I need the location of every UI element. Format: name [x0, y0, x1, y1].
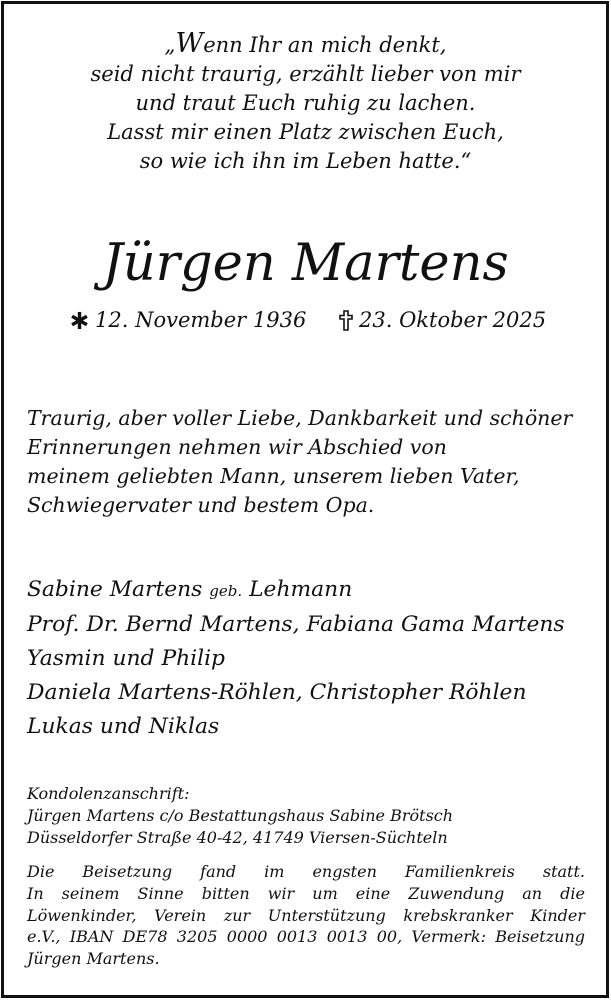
- mourning-line: Erinnerungen nehmen wir Abschied von: [27, 435, 447, 459]
- family-line: Yasmin und Philip: [27, 646, 226, 671]
- memorial-quote: [0, 28, 611, 176]
- widow-name: Sabine Martens: [27, 577, 203, 602]
- quote-line: seid nicht traurig, erzählt lieber von mir: [90, 62, 521, 86]
- burial-notice-line: Die Beisetzung fand im engsten Familienkreis statt.: [27, 862, 585, 881]
- mourning-line: meinem geliebten Mann, unserem lieben Vater,: [27, 464, 520, 488]
- condolence-address-line: Jürgen Martens c/o Bestattungshaus Sabine Brötsch: [27, 806, 454, 825]
- quote-initial-letter: W: [175, 28, 204, 59]
- burial-notice-line: Löwenkinder, Verein zur Unterstützung krebskranker Kinder: [27, 905, 585, 925]
- mourning-line: Schwiegervater und bestem Opa.: [27, 493, 375, 517]
- death-date-group: [339, 306, 546, 334]
- family-line: Lukas und Niklas: [27, 714, 220, 739]
- burial-notice-line: e.V., IBAN DE78 3205 0000 0013 0013 00, Vermerk: Beisetzung: [27, 927, 585, 947]
- family-signatures: [27, 573, 565, 744]
- birth-date: 12. November 1936: [95, 308, 307, 332]
- mourning-text: [27, 404, 572, 520]
- condolence-label: Kondolenzanschrift:: [27, 784, 190, 803]
- birth-date-group: [70, 306, 306, 334]
- family-line: Daniela Martens-Röhlen, Christopher Röhlen: [27, 680, 527, 705]
- maiden-name-note: geb.: [209, 582, 243, 600]
- quote-line: so wie ich ihn im Leben hatte.“: [139, 149, 472, 173]
- quote-line: Lasst mir einen Platz zwischen Euch,: [107, 120, 504, 144]
- quote-open-mark: „: [164, 33, 176, 57]
- quote-line: und traut Euch ruhig zu lachen.: [135, 91, 476, 115]
- burial-notice: [27, 861, 585, 970]
- maiden-name: Lehmann: [249, 577, 353, 602]
- condolence-address: [27, 783, 453, 849]
- family-line: Prof. Dr. Bernd Martens, Fabiana Gama Martens: [27, 612, 565, 637]
- quote-line-text: enn Ihr an mich denkt,: [203, 33, 447, 57]
- death-date: 23. Oktober 2025: [359, 308, 547, 332]
- burial-notice-line: In seinem Sinne bitten wir um eine Zuwendung an die: [27, 883, 585, 903]
- deceased-name: Jürgen Martens: [102, 234, 509, 293]
- death-cross-icon: [339, 310, 353, 331]
- mourning-line: Traurig, aber voller Liebe, Dankbarkeit und schöner: [27, 406, 573, 430]
- birth-star-icon: [70, 311, 89, 330]
- family-line: [27, 573, 565, 608]
- burial-notice-line: Jürgen Martens.: [27, 949, 160, 969]
- quote-line: [0, 28, 611, 60]
- condolence-address-line: Düsseldorfer Straße 40-42, 41749 Viersen-Süchteln: [27, 828, 448, 847]
